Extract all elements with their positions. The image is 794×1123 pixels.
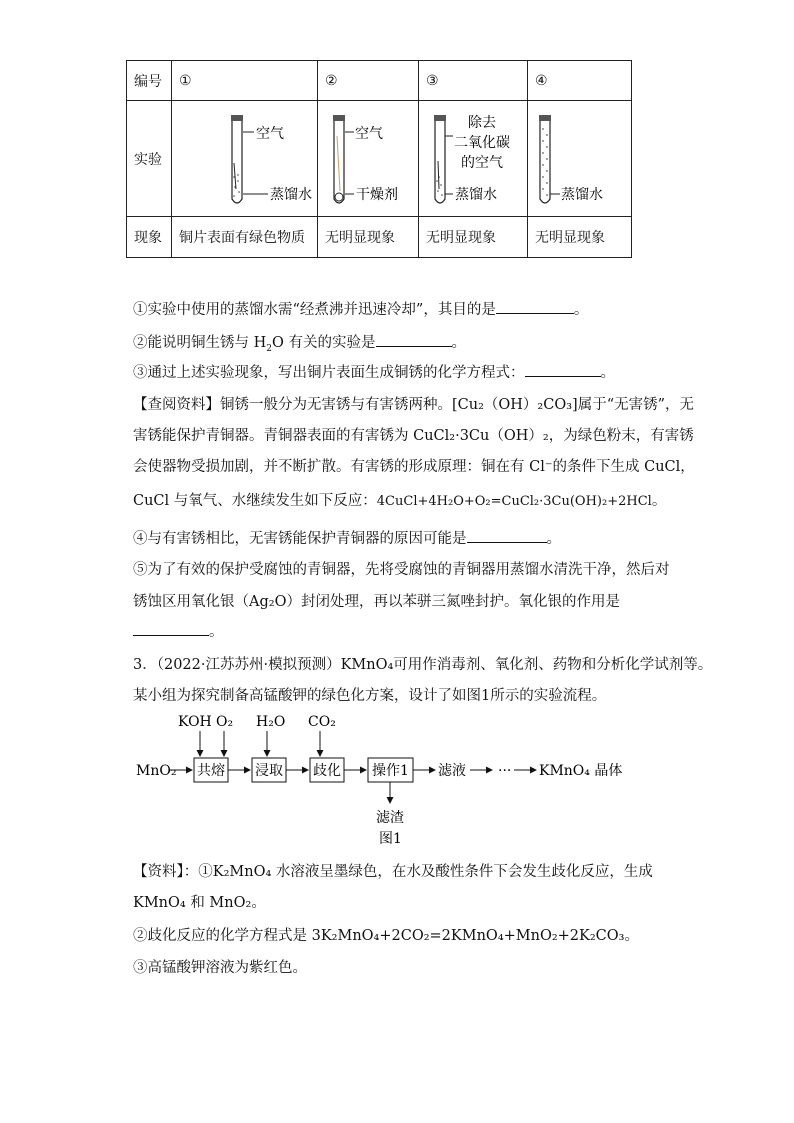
phenomenon-1: 铜片表面有绿色物质	[172, 217, 318, 258]
phenomenon-3: 无明显现象	[419, 217, 528, 258]
tube3-label-water: 蒸馏水	[455, 187, 497, 203]
product-kmno4: KMnO₄ 晶体	[539, 763, 623, 779]
answer-blank-1[interactable]	[496, 299, 574, 314]
table-experiment-row	[127, 101, 632, 217]
material-line-2: 害锈能保护青铜器。青铜器表面的有害锈为 CuCl₂·3Cu（OH）₂，为绿色粉末，有害锈	[133, 428, 694, 444]
material-line-4-text: CuCl 与氧气、水继续发生如下反应：	[133, 493, 377, 509]
reagent-co2: CO₂	[308, 714, 336, 730]
tube-cell-3	[419, 101, 528, 217]
tube3-label-2: 二氧化碳	[454, 135, 510, 151]
resource-3: ③高锰酸钾溶液为紫红色。	[133, 960, 307, 976]
tube2-label-desiccant: 干燥剂	[356, 187, 398, 203]
harmful-rust-equation: 4CuCl+4H₂O+O₂=CuCl₂·3Cu(OH)₂+2HCl	[376, 494, 652, 509]
reagent-koh: KOH	[178, 714, 212, 730]
process-flowchart	[130, 712, 630, 852]
step-disproportionation: 歧化	[313, 763, 341, 779]
question-2-text-post: O 有关的实验是	[272, 335, 376, 351]
phenomenon-4: 无明显现象	[528, 217, 632, 258]
question-5-line-3	[133, 620, 224, 641]
material-line-1: 【查阅资料】铜锈一般分为无害锈与有害锈两种。[Cu₂（OH）₂CO₃]属于“无害锈”，无	[133, 397, 695, 413]
header-exp-2: ②	[318, 61, 419, 101]
tube2-label-air: 空气	[355, 126, 383, 142]
resource-1-line-1: 【资料】：①K₂MnO₄ 水溶液呈墨绿色，在水及酸性条件下会发生歧化反应，生成	[133, 864, 653, 880]
material-line-4	[133, 489, 666, 510]
question-1-text: ①实验中使用的蒸馏水需“经煮沸并迅速冷却”，其目的是	[133, 302, 496, 318]
test-tube-3-illustration	[419, 101, 527, 216]
row-label-phenomenon: 现象	[127, 217, 172, 258]
figure-caption: 图1	[379, 831, 402, 847]
row-label-experiment: 实验	[127, 101, 172, 217]
header-exp-4: ④	[528, 61, 632, 101]
header-number: 编号	[127, 61, 172, 101]
question-5-line-1: ⑤为了有效的保护受腐蚀的青铜器，先将受腐蚀的青铜器用蒸馏水清洗干净，然后对	[133, 562, 670, 578]
question-1-end: 。	[573, 302, 589, 318]
question-3-text: ③通过上述实验现象，写出铜片表面生成铜锈的化学方程式：	[133, 365, 525, 381]
tube3-label-1: 除去	[468, 115, 496, 131]
answer-blank-3[interactable]	[525, 362, 601, 377]
tube4-label-water: 蒸馏水	[561, 187, 603, 203]
step-fusion: 共熔	[197, 763, 225, 779]
tube1-label-air: 空气	[256, 126, 284, 142]
question-4-text: ④与有害锈相比，无害锈能保护青铜器的原因可能是	[133, 531, 467, 547]
header-exp-1: ①	[172, 61, 318, 101]
tube1-label-water: 蒸馏水	[270, 187, 312, 203]
step-leach: 浸取	[255, 763, 283, 779]
question-2-end: 。	[451, 335, 466, 351]
resource-2: ②歧化反应的化学方程式是 3K₂MnO₄+2CO₂=2KMnO₄+MnO₂+2K₂CO₃。	[133, 928, 639, 944]
start-mno2: MnO₂	[136, 763, 177, 779]
ellipsis: ···	[498, 763, 512, 779]
table-header-row	[127, 61, 632, 101]
question-4-end: 。	[546, 531, 561, 547]
reagent-o2: O₂	[216, 714, 234, 730]
question-5-line-2: 锈蚀区用氧化银（Ag₂O）封闭处理，再以苯骈三氮唑封护。氧化银的作用是	[133, 594, 620, 610]
problem-3-line-2: 某小组为探究制备高锰酸钾的绿色化方案，设计了如图1所示的实验流程。	[133, 688, 607, 704]
question-4	[133, 527, 561, 548]
question-2-sub: 2	[266, 343, 272, 354]
answer-blank-4[interactable]	[467, 528, 547, 543]
step-operation1: 操作1	[372, 763, 409, 779]
material-line-3: 会使器物受损加剧，并不断扩散。有害锈的形成原理：铜在有 Cl⁻的条件下生成 CuCl，	[133, 459, 695, 475]
tube3-label-3: 的空气	[461, 155, 503, 171]
test-tube-1-illustration	[172, 101, 317, 216]
tube-cell-4	[528, 101, 632, 217]
reagent-h2o: H₂O	[256, 714, 286, 730]
residue: 滤渣	[376, 810, 404, 826]
material-line-4-end: 。	[651, 493, 667, 509]
question-2	[133, 331, 466, 354]
phenomenon-2: 无明显现象	[318, 217, 419, 258]
question-3	[133, 361, 615, 382]
filtrate: 滤液	[438, 763, 466, 779]
tube-cell-1	[172, 101, 318, 217]
test-tube-2-illustration	[318, 101, 418, 216]
table-phenomenon-row	[127, 217, 632, 258]
answer-blank-5[interactable]	[133, 621, 209, 636]
resource-1-line-2: KMnO₄ 和 MnO₂。	[133, 895, 266, 911]
experiment-table	[126, 60, 632, 258]
question-1	[133, 298, 588, 319]
header-exp-3: ③	[419, 61, 528, 101]
question-5-end: 。	[209, 624, 224, 640]
question-3-end: 。	[600, 365, 615, 381]
question-2-text: ②能说明铜生锈与 H	[133, 335, 267, 351]
answer-blank-2[interactable]	[376, 332, 452, 347]
test-tube-4-illustration	[528, 101, 631, 216]
problem-3-line-1: 3．（2022·江苏苏州·模拟预测）KMnO₄可用作消毒剂、氧化剂、药物和分析化学试剂等。	[133, 657, 713, 673]
tube-cell-2	[318, 101, 419, 217]
